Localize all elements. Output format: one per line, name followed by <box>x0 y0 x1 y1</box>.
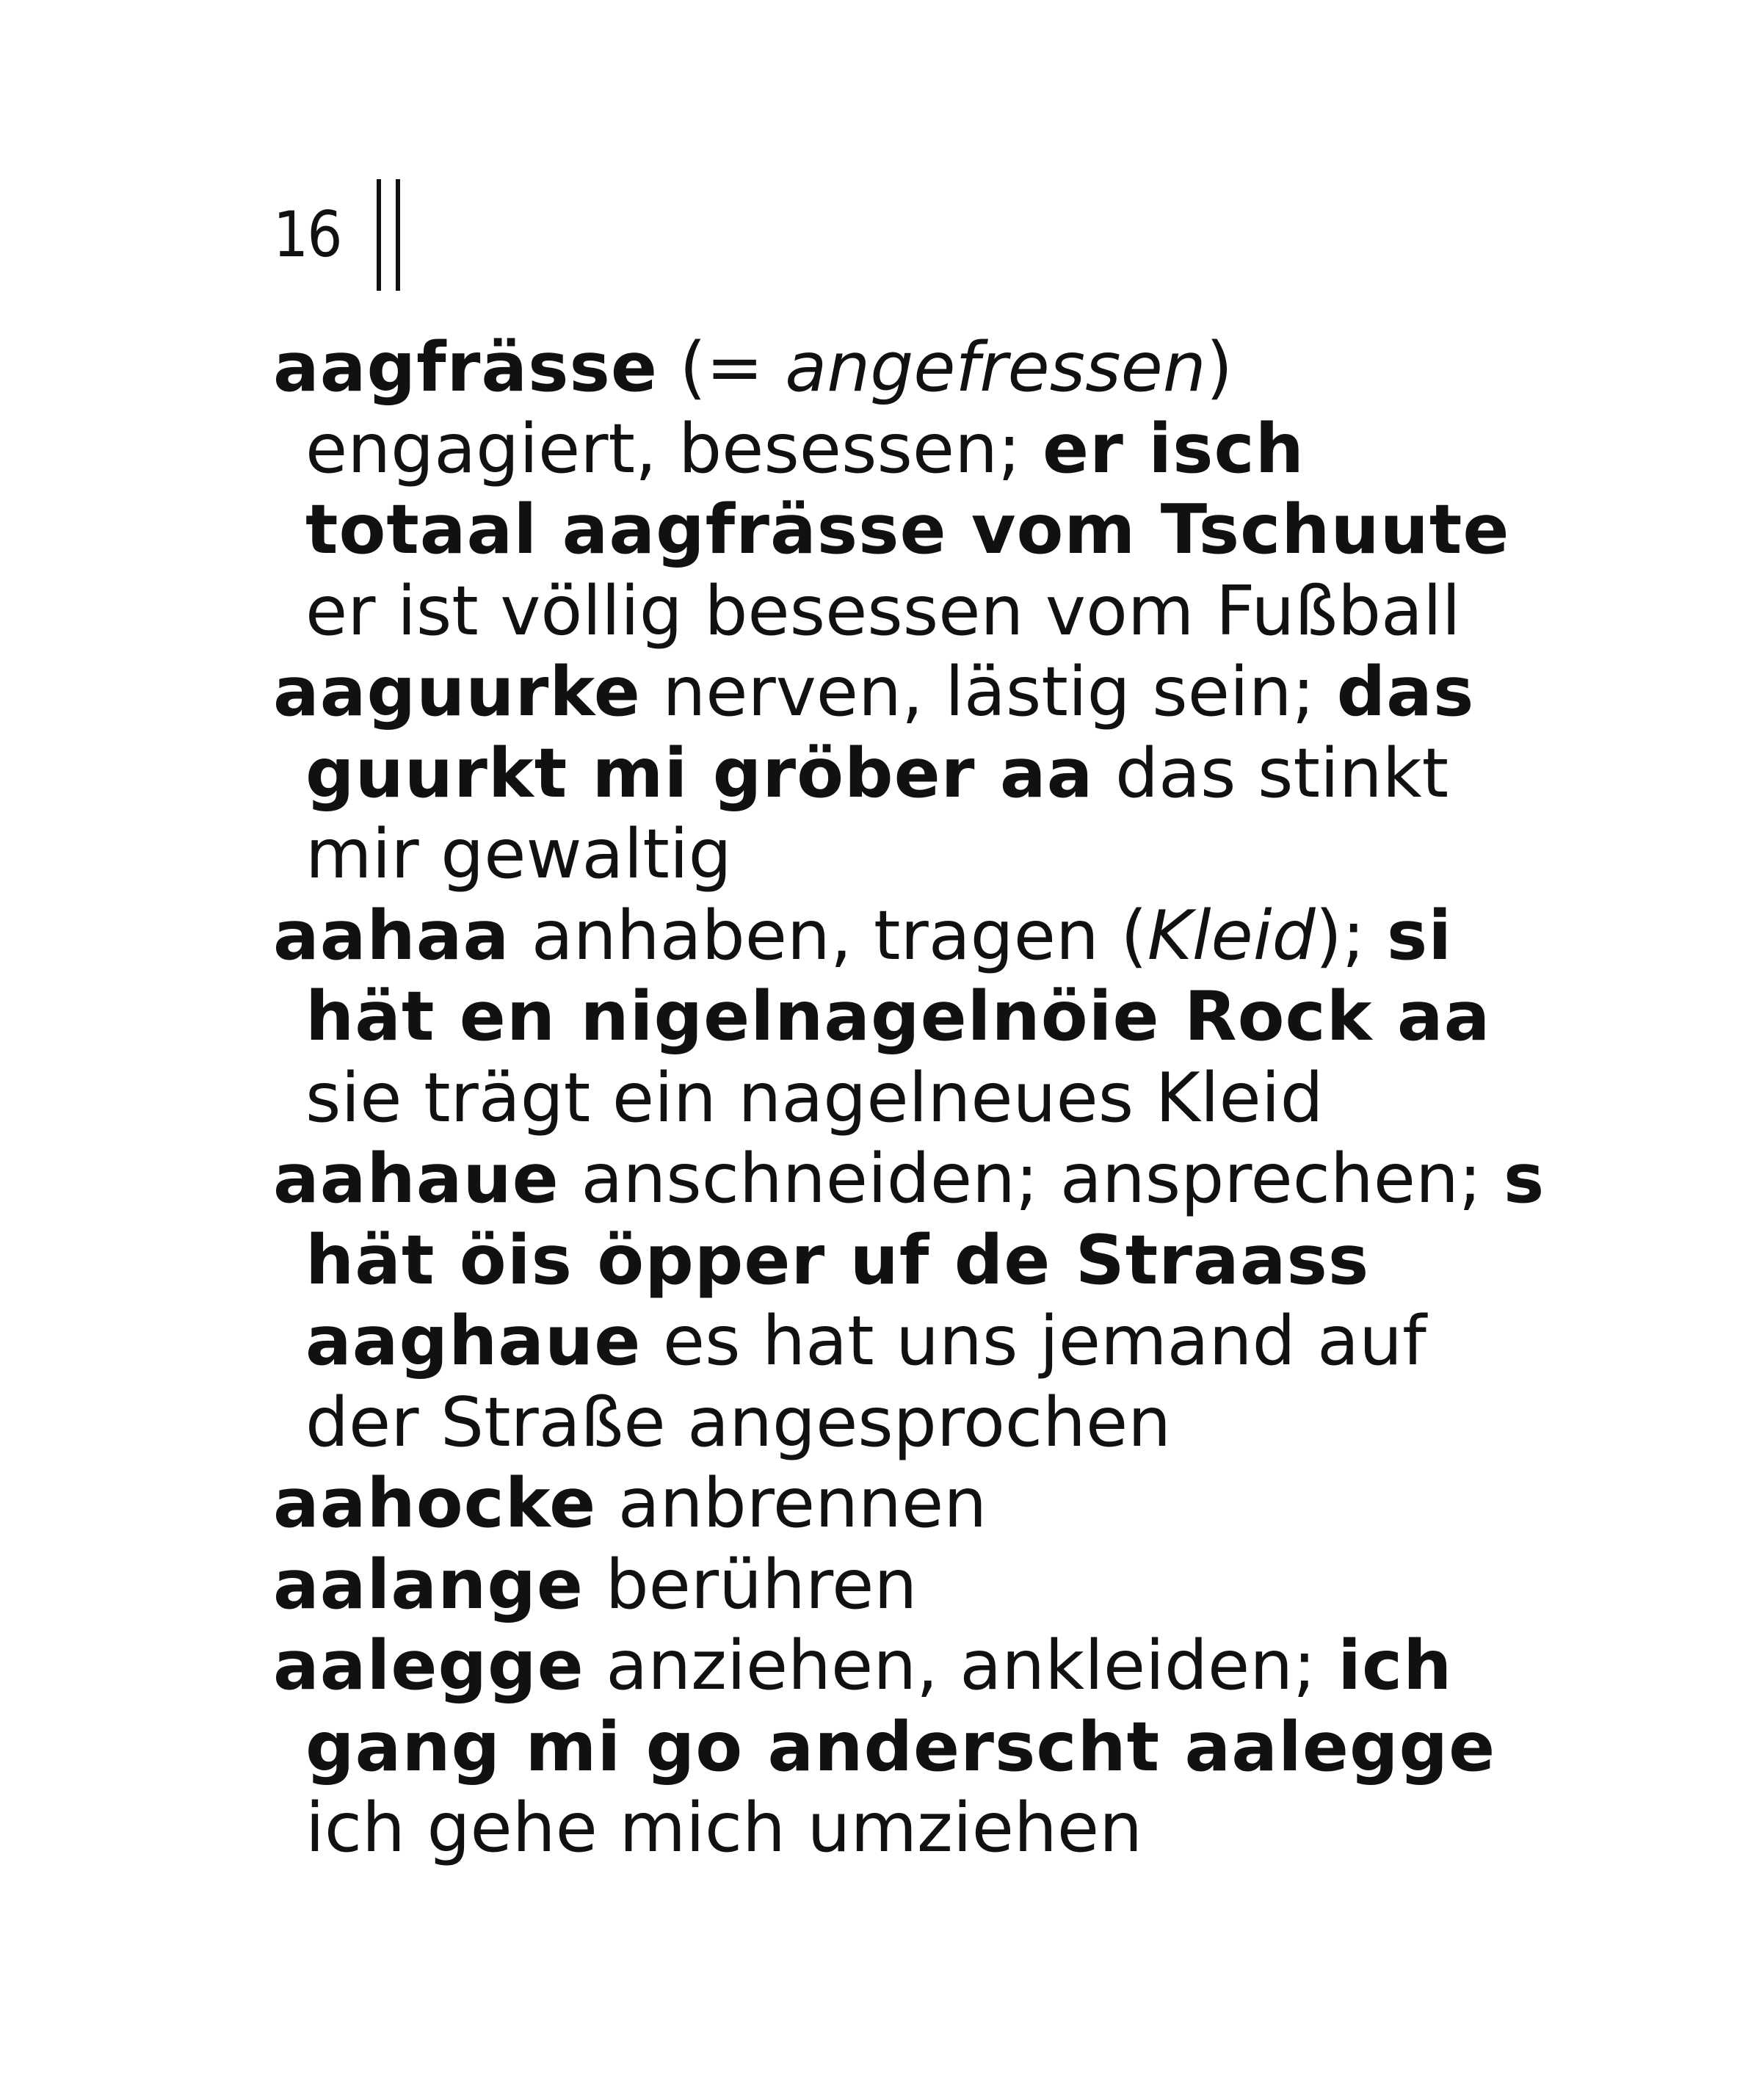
dictionary-entry <box>273 895 1551 1139</box>
definition: nerven, lästig sein; <box>640 652 1337 731</box>
page-header <box>273 176 400 294</box>
headword: aalegge <box>273 1626 584 1705</box>
definition: anschneiden; ansprechen; <box>559 1139 1504 1218</box>
etymology: angefressen <box>785 327 1206 407</box>
example-translation: das stinkt mir gewaltig <box>305 733 1449 894</box>
example-phrase: das guurkt mi gröber aa <box>305 652 1475 813</box>
definition: berühren <box>584 1544 918 1624</box>
usage-note: Kleid <box>1147 895 1316 975</box>
example-phrase: er isch totaal aagfrässe vom Tschuute <box>305 408 1510 569</box>
dictionary-entry <box>273 327 1551 651</box>
example-phrase: ich gang mi go anderscht aalegge <box>305 1626 1496 1786</box>
example-phrase: si hät en nigelnagelnöie Rock aa <box>305 895 1491 1056</box>
dictionary-entry <box>273 651 1551 895</box>
headword: aahaa <box>273 895 510 975</box>
headword: aalange <box>273 1544 584 1624</box>
example-phrase: s hät öis öpper uf de Straass aaghaue <box>305 1139 1545 1380</box>
example-translation: sie trägt ein nagelneues Kleid <box>305 1057 1324 1137</box>
headword: aahaue <box>273 1139 559 1218</box>
dictionary-entry <box>273 1138 1551 1463</box>
dictionary-entries <box>273 327 1551 1869</box>
dictionary-entry <box>273 1463 1551 1544</box>
double-rule-divider <box>377 179 400 291</box>
headword: aaguurke <box>273 652 641 731</box>
headword: aagfrässe <box>273 327 658 407</box>
dictionary-entry <box>273 1544 1551 1626</box>
definition: anhaben, tragen ( <box>510 895 1148 975</box>
dictionary-entry <box>273 1625 1551 1869</box>
etymology-open: (= <box>657 327 786 407</box>
definition: anziehen, ankleiden; <box>584 1626 1338 1705</box>
example-translation: es hat uns jemand auf der Straße angesprochen <box>305 1301 1426 1462</box>
example-translation: er ist völlig besessen vom Fußball <box>305 571 1461 651</box>
example-translation: ich gehe mich umziehen <box>305 1788 1143 1867</box>
headword: aahocke <box>273 1463 597 1543</box>
definition: engagiert, besessen; <box>305 408 1043 488</box>
definition: anbrennen <box>596 1463 987 1543</box>
definition-continued: ); <box>1315 895 1387 975</box>
etymology-close: ) <box>1206 327 1233 407</box>
page-number: 16 <box>273 198 341 272</box>
